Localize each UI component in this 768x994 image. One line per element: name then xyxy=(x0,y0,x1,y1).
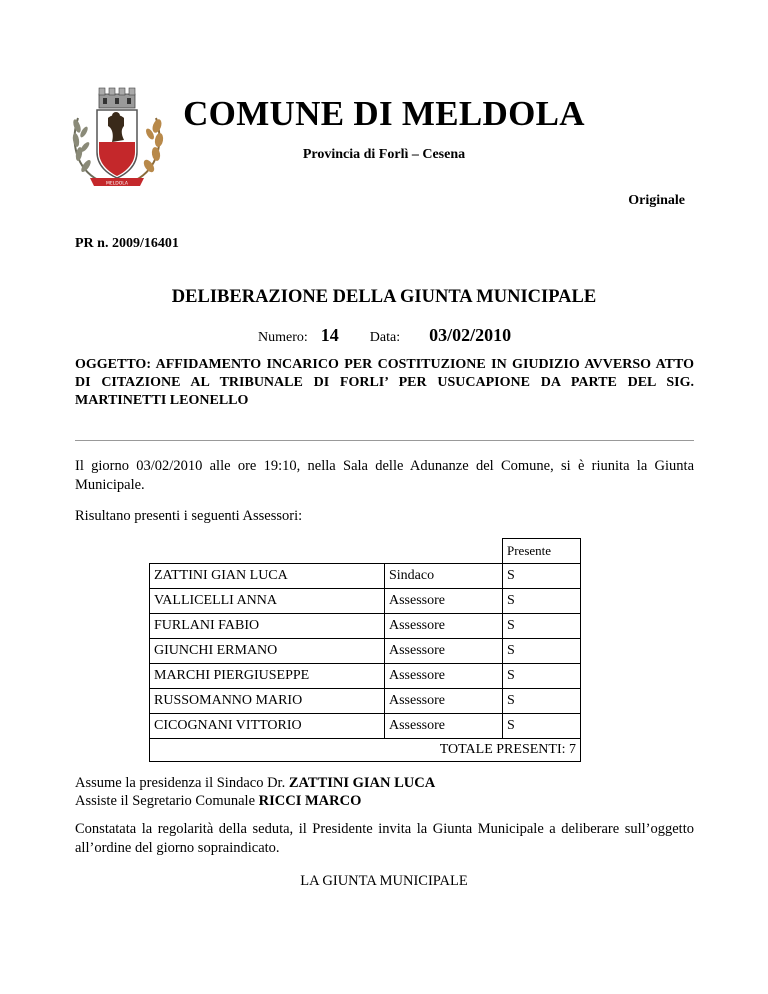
table-row xyxy=(150,564,581,589)
secretary-prefix: Assiste il Segretario Comunale xyxy=(75,793,259,809)
crest-label: MELDOLA xyxy=(106,181,128,187)
member-role: Assessore xyxy=(385,639,503,664)
presidency-prefix: Assume la presidenza il Sindaco Dr. xyxy=(75,775,289,791)
table-row xyxy=(150,689,581,714)
table-row xyxy=(150,614,581,639)
pr-number: PR n. 2009/16401 xyxy=(75,236,179,251)
member-present: S xyxy=(503,564,581,589)
numero-value: 14 xyxy=(320,325,339,345)
member-role: Sindaco xyxy=(385,564,503,589)
member-role: Assessore xyxy=(385,614,503,639)
deliberation-heading: DELIBERAZIONE DELLA GIUNTA MUNICIPALE xyxy=(171,287,597,307)
member-role: Assessore xyxy=(385,689,503,714)
attendance-intro: Risultano presenti i seguenti Assessori: xyxy=(75,508,303,524)
present-column-header: Presente xyxy=(503,539,581,564)
meeting-intro: Il giorno 03/02/2010 alle ore 19:10, nella Sala delle Adunanze del Comune, si è riunita la Giunta Municipale. xyxy=(75,458,694,493)
table-row xyxy=(150,664,581,689)
secretary-name: RICCI MARCO xyxy=(258,793,362,809)
member-present: S xyxy=(503,639,581,664)
member-name: ZATTINI GIAN LUCA xyxy=(150,564,385,589)
presidency-and-secretary xyxy=(75,774,694,810)
member-role: Assessore xyxy=(385,664,503,689)
giunta-heading: LA GIUNTA MUNICIPALE xyxy=(300,873,468,889)
deliberation-number-row xyxy=(258,325,511,346)
member-role: Assessore xyxy=(385,589,503,614)
oggetto-subject: OGGETTO: AFFIDAMENTO INCARICO PER COSTITUZIONE IN GIUDIZIO AVVERSO ATTO DI CITAZIONE AL TRIBUNALE DI FORLI’ PER USUCAPIONE DA PARTE DEL SIG. MARTINETTI LEONELLO xyxy=(75,357,694,408)
member-name: FURLANI FABIO xyxy=(150,614,385,639)
total-present: TOTALE PRESENTI: 7 xyxy=(150,739,581,762)
member-name: RUSSOMANNO MARIO xyxy=(150,689,385,714)
divider xyxy=(75,440,694,441)
member-name: MARCHI PIERGIUSEPPE xyxy=(150,664,385,689)
president-name: ZATTINI GIAN LUCA xyxy=(288,775,436,791)
member-name: VALLICELLI ANNA xyxy=(150,589,385,614)
member-present: S xyxy=(503,714,581,739)
member-present: S xyxy=(503,614,581,639)
member-present: S xyxy=(503,589,581,614)
total-row xyxy=(150,739,581,762)
attendance-table xyxy=(149,538,581,762)
numero-label: Numero: xyxy=(258,330,308,345)
document-status: Originale xyxy=(628,193,685,208)
member-name: CICOGNANI VITTORIO xyxy=(150,714,385,739)
data-label: Data: xyxy=(369,330,401,345)
member-name: GIUNCHI ERMANO xyxy=(150,639,385,664)
member-present: S xyxy=(503,689,581,714)
table-row xyxy=(150,589,581,614)
table-row xyxy=(150,639,581,664)
member-present: S xyxy=(503,664,581,689)
attendance-header-row xyxy=(150,539,581,564)
table-row xyxy=(150,714,581,739)
province-subtitle: Provincia di Forlì – Cesena xyxy=(302,147,466,162)
closing-statement: Constatata la regolarità della seduta, il Presidente invita la Giunta Municipale a deliberare sull’oggetto all’ordine del giorno sopraindicato. xyxy=(75,821,694,856)
data-value: 03/02/2010 xyxy=(429,325,512,345)
member-role: Assessore xyxy=(385,714,503,739)
page-title: COMUNE DI MELDOLA xyxy=(183,94,585,133)
